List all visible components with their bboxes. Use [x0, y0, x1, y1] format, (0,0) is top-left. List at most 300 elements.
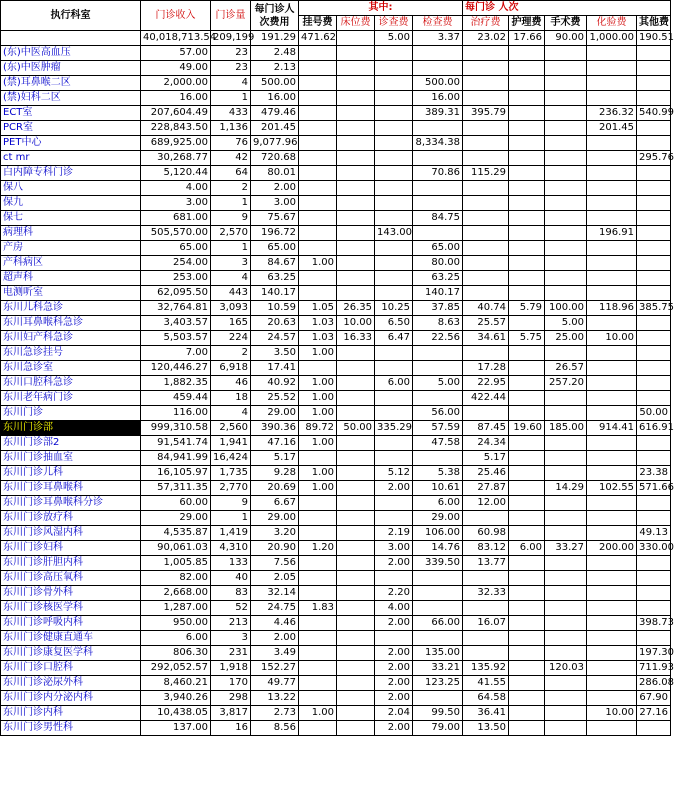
value-cell: 5.17 — [463, 451, 509, 466]
dept-link[interactable]: 东川门诊放疗科 — [1, 511, 141, 526]
value-cell — [509, 181, 545, 196]
dept-link[interactable]: 东川门诊风湿内科 — [1, 526, 141, 541]
dept-link[interactable]: 东川门诊部2 — [1, 436, 141, 451]
value-cell — [337, 526, 375, 541]
value-cell — [637, 46, 671, 61]
value-cell: 500.00 — [413, 76, 463, 91]
value-cell — [337, 181, 375, 196]
value-cell: 7.00 — [141, 346, 211, 361]
value-cell — [587, 256, 637, 271]
value-cell: 1,287.00 — [141, 601, 211, 616]
value-cell: 30,268.77 — [141, 151, 211, 166]
table-row — [1, 286, 671, 301]
value-cell — [337, 256, 375, 271]
dept-link[interactable]: 白内障专科门诊 — [1, 166, 141, 181]
header-treatment: 治疗费 — [463, 16, 509, 31]
summary-cell — [337, 31, 375, 46]
value-cell: 60.00 — [141, 496, 211, 511]
value-cell: 23 — [211, 46, 251, 61]
value-cell — [545, 391, 587, 406]
value-cell — [587, 586, 637, 601]
table-row — [1, 391, 671, 406]
value-cell: 91,541.74 — [141, 436, 211, 451]
dept-link[interactable]: 保九 — [1, 196, 141, 211]
value-cell: 213 — [211, 616, 251, 631]
value-cell: 2.05 — [251, 571, 299, 586]
value-cell: 2.48 — [251, 46, 299, 61]
value-cell: 116.00 — [141, 406, 211, 421]
value-cell — [509, 346, 545, 361]
table-row — [1, 361, 671, 376]
value-cell — [637, 211, 671, 226]
value-cell — [337, 286, 375, 301]
value-cell — [509, 76, 545, 91]
header-exam: 检查费 — [413, 16, 463, 31]
value-cell: 1.83 — [299, 601, 337, 616]
value-cell — [545, 451, 587, 466]
value-cell: 257.20 — [545, 376, 587, 391]
value-cell — [545, 571, 587, 586]
value-cell: 2,560 — [211, 421, 251, 436]
value-cell: 13.22 — [251, 691, 299, 706]
value-cell — [375, 211, 413, 226]
value-cell — [337, 571, 375, 586]
value-cell — [587, 571, 637, 586]
dept-link[interactable]: 东川门诊耳鼻喉科 — [1, 481, 141, 496]
value-cell: 196.72 — [251, 226, 299, 241]
value-cell — [337, 511, 375, 526]
value-cell — [299, 46, 337, 61]
dept-link[interactable]: 东川口腔科急诊 — [1, 376, 141, 391]
value-cell: 49.00 — [141, 61, 211, 76]
dept-link[interactable]: 电测听室 — [1, 286, 141, 301]
dept-link[interactable]: 产房 — [1, 241, 141, 256]
value-cell — [545, 46, 587, 61]
value-cell — [463, 241, 509, 256]
value-cell: 52 — [211, 601, 251, 616]
value-cell: 26.35 — [337, 301, 375, 316]
dept-link[interactable]: 东川门诊口腔科 — [1, 661, 141, 676]
table-row — [1, 706, 671, 721]
dept-link[interactable]: 东川耳鼻喉科急诊 — [1, 316, 141, 331]
value-cell — [545, 526, 587, 541]
value-cell: 20.69 — [251, 481, 299, 496]
value-cell — [337, 601, 375, 616]
dept-link[interactable]: (禁)耳鼻喉二区 — [1, 76, 141, 91]
value-cell: 49.77 — [251, 676, 299, 691]
value-cell: 40.74 — [463, 301, 509, 316]
value-cell: 616.91 — [637, 421, 671, 436]
dept-link[interactable]: 东川门诊核医学科 — [1, 601, 141, 616]
value-cell — [509, 571, 545, 586]
header-income: 门诊收入 — [141, 1, 211, 31]
value-cell: 5.17 — [251, 451, 299, 466]
value-cell — [509, 721, 545, 736]
value-cell — [509, 106, 545, 121]
value-cell — [299, 511, 337, 526]
dept-link[interactable]: 东川门诊内科 — [1, 706, 141, 721]
value-cell: 16.33 — [337, 331, 375, 346]
value-cell — [375, 166, 413, 181]
value-cell — [509, 526, 545, 541]
value-cell — [587, 646, 637, 661]
value-cell — [413, 571, 463, 586]
value-cell — [587, 616, 637, 631]
value-cell — [587, 721, 637, 736]
value-cell — [337, 211, 375, 226]
value-cell — [545, 511, 587, 526]
value-cell: 2.00 — [375, 481, 413, 496]
summary-cell: 471.62 — [299, 31, 337, 46]
value-cell: 29.00 — [413, 511, 463, 526]
value-cell — [509, 631, 545, 646]
value-cell: 17.41 — [251, 361, 299, 376]
value-cell: 4.46 — [251, 616, 299, 631]
value-cell — [587, 406, 637, 421]
dept-link[interactable]: (东)中医高血压 — [1, 46, 141, 61]
value-cell — [375, 361, 413, 376]
value-cell: 3,403.57 — [141, 316, 211, 331]
value-cell: 6.67 — [251, 496, 299, 511]
value-cell — [545, 136, 587, 151]
table-row — [1, 691, 671, 706]
dept-link[interactable]: 东川门诊儿科 — [1, 466, 141, 481]
dept-link[interactable]: 东川急诊挂号 — [1, 346, 141, 361]
value-cell — [299, 196, 337, 211]
value-cell: 4,310 — [211, 541, 251, 556]
dept-link[interactable]: 东川门诊妇科 — [1, 541, 141, 556]
table-row — [1, 181, 671, 196]
value-cell — [463, 286, 509, 301]
value-cell: 2.00 — [375, 616, 413, 631]
value-cell — [463, 46, 509, 61]
dept-link[interactable]: 东川门诊内分泌内科 — [1, 691, 141, 706]
value-cell — [463, 601, 509, 616]
value-cell — [637, 226, 671, 241]
value-cell: 32.14 — [251, 586, 299, 601]
value-cell — [509, 211, 545, 226]
value-cell — [337, 376, 375, 391]
value-cell — [337, 586, 375, 601]
value-cell: 385.75 — [637, 301, 671, 316]
header-visits: 门诊量 — [211, 1, 251, 31]
dept-link[interactable]: 东川急诊室 — [1, 361, 141, 376]
value-cell: 443 — [211, 286, 251, 301]
value-cell — [545, 556, 587, 571]
dept-link[interactable]: 东川门诊健康直通车 — [1, 631, 141, 646]
value-cell — [299, 211, 337, 226]
value-cell — [299, 76, 337, 91]
value-cell: 422.44 — [463, 391, 509, 406]
value-cell: 231 — [211, 646, 251, 661]
value-cell: 137.00 — [141, 721, 211, 736]
dept-link[interactable]: 病理科 — [1, 226, 141, 241]
value-cell: 224 — [211, 331, 251, 346]
dept-link[interactable]: PCR室 — [1, 121, 141, 136]
dept-link[interactable]: 保七 — [1, 211, 141, 226]
value-cell: 13.50 — [463, 721, 509, 736]
value-cell — [337, 676, 375, 691]
value-cell: 4 — [211, 76, 251, 91]
value-cell — [299, 721, 337, 736]
value-cell: 1.00 — [299, 706, 337, 721]
value-cell: 120.03 — [545, 661, 587, 676]
value-cell — [637, 286, 671, 301]
table-row — [1, 511, 671, 526]
value-cell — [545, 256, 587, 271]
value-cell — [299, 571, 337, 586]
value-cell: 46 — [211, 376, 251, 391]
value-cell — [413, 631, 463, 646]
value-cell — [299, 586, 337, 601]
dept-link[interactable]: 东川门诊耳鼻喉科分诊 — [1, 496, 141, 511]
value-cell: 1,419 — [211, 526, 251, 541]
value-cell: 1.20 — [299, 541, 337, 556]
value-cell — [587, 526, 637, 541]
value-cell: 389.31 — [413, 106, 463, 121]
table-row — [1, 271, 671, 286]
value-cell: 3.00 — [251, 196, 299, 211]
dept-link[interactable]: 东川门诊 — [1, 406, 141, 421]
dept-link[interactable]: 东川门诊骨外科 — [1, 586, 141, 601]
value-cell — [587, 676, 637, 691]
summary-row — [1, 31, 671, 46]
value-cell: 140.17 — [251, 286, 299, 301]
value-cell — [463, 511, 509, 526]
value-cell — [463, 646, 509, 661]
value-cell: 64.58 — [463, 691, 509, 706]
dept-link[interactable]: 东川门诊康复医学科 — [1, 646, 141, 661]
value-cell: 2.00 — [375, 556, 413, 571]
value-cell: 5.38 — [413, 466, 463, 481]
value-cell: 22.56 — [413, 331, 463, 346]
value-cell: 47.16 — [251, 436, 299, 451]
value-cell — [637, 166, 671, 181]
value-cell — [413, 121, 463, 136]
value-cell: 335.29 — [375, 421, 413, 436]
value-cell: 1.03 — [299, 316, 337, 331]
dept-link[interactable]: 东川老年病门诊 — [1, 391, 141, 406]
value-cell: 236.32 — [587, 106, 637, 121]
value-cell — [375, 76, 413, 91]
value-cell: 36.41 — [463, 706, 509, 721]
value-cell — [337, 646, 375, 661]
value-cell — [509, 391, 545, 406]
value-cell — [299, 166, 337, 181]
value-cell: 80.01 — [251, 166, 299, 181]
value-cell — [509, 121, 545, 136]
value-cell — [587, 496, 637, 511]
value-cell — [299, 361, 337, 376]
value-cell — [509, 556, 545, 571]
value-cell — [463, 61, 509, 76]
dept-link[interactable]: 东川门诊肝胆内科 — [1, 556, 141, 571]
value-cell: 13.77 — [463, 556, 509, 571]
value-cell: 25.57 — [463, 316, 509, 331]
table-row — [1, 106, 671, 121]
value-cell — [299, 691, 337, 706]
value-cell — [299, 526, 337, 541]
dept-link[interactable]: 东川门诊高压氧科 — [1, 571, 141, 586]
value-cell — [509, 61, 545, 76]
value-cell: 5.12 — [375, 466, 413, 481]
value-cell: 4 — [211, 271, 251, 286]
value-cell — [509, 226, 545, 241]
value-cell — [637, 271, 671, 286]
value-cell — [375, 496, 413, 511]
value-cell — [587, 376, 637, 391]
value-cell — [509, 511, 545, 526]
value-cell — [375, 406, 413, 421]
value-cell: 6.50 — [375, 316, 413, 331]
dept-link[interactable]: PET中心 — [1, 136, 141, 151]
value-cell — [299, 646, 337, 661]
value-cell — [587, 76, 637, 91]
value-cell — [375, 256, 413, 271]
value-cell — [413, 46, 463, 61]
dept-link[interactable]: 东川门诊泌尿外科 — [1, 676, 141, 691]
value-cell: 2.00 — [375, 661, 413, 676]
dept-link[interactable]: 东川门诊呼吸内科 — [1, 616, 141, 631]
value-cell: 67.90 — [637, 691, 671, 706]
table-row — [1, 556, 671, 571]
value-cell — [545, 226, 587, 241]
value-cell — [545, 676, 587, 691]
value-cell — [509, 166, 545, 181]
value-cell: 140.17 — [413, 286, 463, 301]
value-cell: 84.75 — [413, 211, 463, 226]
value-cell — [509, 601, 545, 616]
value-cell — [637, 391, 671, 406]
value-cell — [375, 571, 413, 586]
value-cell: 49.13 — [637, 526, 671, 541]
value-cell: 9 — [211, 496, 251, 511]
value-cell: 4 — [211, 406, 251, 421]
value-cell: 433 — [211, 106, 251, 121]
value-cell — [375, 106, 413, 121]
value-cell — [337, 406, 375, 421]
dept-link[interactable]: (东)中医肿瘤 — [1, 61, 141, 76]
value-cell: 950.00 — [141, 616, 211, 631]
summary-cell: 17.66 — [509, 31, 545, 46]
dept-link[interactable]: ECT室 — [1, 106, 141, 121]
dept-link[interactable]: 超声科 — [1, 271, 141, 286]
value-cell: 22.95 — [463, 376, 509, 391]
value-cell: 5,120.44 — [141, 166, 211, 181]
value-cell — [509, 241, 545, 256]
value-cell — [375, 451, 413, 466]
value-cell: 292,052.57 — [141, 661, 211, 676]
value-cell: 8.56 — [251, 721, 299, 736]
value-cell — [375, 136, 413, 151]
dept-link[interactable]: 东川门诊男性科 — [1, 721, 141, 736]
value-cell — [509, 256, 545, 271]
value-cell: 395.79 — [463, 106, 509, 121]
value-cell: 2.00 — [375, 691, 413, 706]
table-row — [1, 601, 671, 616]
value-cell — [299, 631, 337, 646]
value-cell — [587, 466, 637, 481]
value-cell — [463, 211, 509, 226]
value-cell — [545, 631, 587, 646]
value-cell — [637, 121, 671, 136]
value-cell — [299, 136, 337, 151]
dept-link[interactable]: 保八 — [1, 181, 141, 196]
value-cell: 14.76 — [413, 541, 463, 556]
value-cell — [337, 121, 375, 136]
dept-link[interactable]: (禁)妇科二区 — [1, 91, 141, 106]
value-cell: 16.07 — [463, 616, 509, 631]
table-row — [1, 256, 671, 271]
table-row — [1, 166, 671, 181]
value-cell — [545, 706, 587, 721]
value-cell — [413, 586, 463, 601]
value-cell: 201.45 — [251, 121, 299, 136]
header-of-which: 其中: — [299, 1, 463, 16]
value-cell — [545, 76, 587, 91]
value-cell — [545, 121, 587, 136]
value-cell: 339.50 — [413, 556, 463, 571]
value-cell: 32.33 — [463, 586, 509, 601]
value-cell: 16.00 — [141, 91, 211, 106]
header-per-visit-2: 每门诊 人次 — [463, 1, 671, 16]
value-cell — [413, 601, 463, 616]
value-cell — [337, 541, 375, 556]
dept-link[interactable]: 东川门诊部 — [1, 421, 141, 436]
dept-link[interactable]: 东川儿科急诊 — [1, 301, 141, 316]
value-cell: 7.56 — [251, 556, 299, 571]
value-cell — [299, 271, 337, 286]
value-cell — [587, 151, 637, 166]
dept-link[interactable]: 东川妇产科急诊 — [1, 331, 141, 346]
value-cell — [463, 136, 509, 151]
value-cell: 3 — [211, 256, 251, 271]
table-row — [1, 526, 671, 541]
value-cell: 5,503.57 — [141, 331, 211, 346]
value-cell — [509, 316, 545, 331]
value-cell: 1.00 — [299, 481, 337, 496]
value-cell — [545, 181, 587, 196]
value-cell: 253.00 — [141, 271, 211, 286]
value-cell — [375, 121, 413, 136]
value-cell: 82.00 — [141, 571, 211, 586]
value-cell: 102.55 — [587, 481, 637, 496]
value-cell — [463, 196, 509, 211]
value-cell: 32,764.81 — [141, 301, 211, 316]
value-cell: 23 — [211, 61, 251, 76]
value-cell — [299, 151, 337, 166]
dept-link[interactable]: ct mr — [1, 151, 141, 166]
value-cell: 84,941.99 — [141, 451, 211, 466]
value-cell — [463, 181, 509, 196]
value-cell — [375, 286, 413, 301]
value-cell: 540.99 — [637, 106, 671, 121]
value-cell: 185.00 — [545, 421, 587, 436]
value-cell: 56.00 — [413, 406, 463, 421]
summary-cell: 90.00 — [545, 31, 587, 46]
value-cell — [509, 286, 545, 301]
dept-link[interactable]: 东川门诊抽血室 — [1, 451, 141, 466]
dept-link[interactable]: 产科病区 — [1, 256, 141, 271]
summary-cell: 23.02 — [463, 31, 509, 46]
value-cell: 70.86 — [413, 166, 463, 181]
value-cell — [337, 241, 375, 256]
table-row — [1, 346, 671, 361]
value-cell: 9.28 — [251, 466, 299, 481]
value-cell — [637, 376, 671, 391]
value-cell — [375, 91, 413, 106]
value-cell: 1.00 — [299, 376, 337, 391]
